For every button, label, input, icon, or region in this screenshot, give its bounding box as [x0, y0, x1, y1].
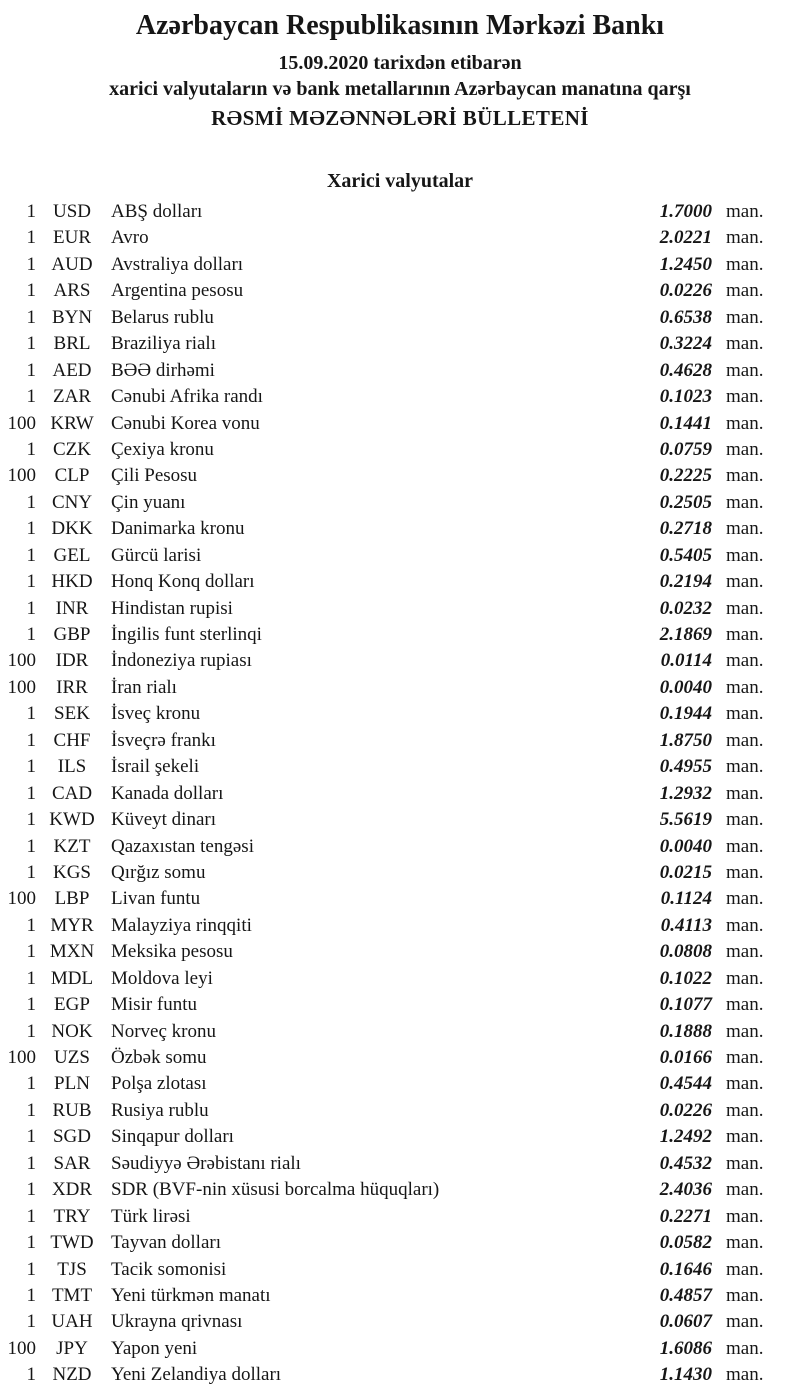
- rate-row: [0, 543, 800, 569]
- currency-name: Cənubi Korea vonu: [111, 412, 260, 434]
- rate-row: [0, 1257, 800, 1283]
- rate-row: [0, 1204, 800, 1230]
- manat-unit-label: man.: [726, 624, 764, 645]
- currency-code: JPY: [56, 1337, 88, 1359]
- rate-quantity: 100: [7, 1337, 36, 1359]
- manat-unit-label: man.: [726, 465, 764, 487]
- rate-quantity: 1: [26, 1073, 36, 1095]
- bank-title: Azərbaycan Respublikasının Mərkəzi Bankı: [135, 10, 665, 41]
- manat-unit-label: man.: [726, 650, 764, 672]
- currency-code: INR: [55, 597, 89, 619]
- manat-unit-label: man.: [726, 914, 764, 936]
- currency-code: DKK: [51, 518, 93, 540]
- manat-unit-label: man.: [726, 967, 764, 989]
- currency-code: KGS: [52, 861, 91, 883]
- currency-name: Rusiya rublu: [111, 1099, 209, 1121]
- rate-value: 1.2492: [659, 1126, 712, 1148]
- rate-value: 0.2718: [659, 518, 712, 540]
- currency-code: SGD: [52, 1126, 91, 1148]
- rate-quantity: 1: [26, 333, 36, 355]
- subject-line: xarici valyutaların və bank metallarının Azərbaycan manatına qarşı: [109, 78, 691, 100]
- manat-unit-label: man.: [726, 253, 764, 275]
- rate-quantity: 1: [26, 1364, 36, 1386]
- rate-quantity: 1: [26, 1284, 36, 1306]
- rate-quantity: 1: [26, 491, 36, 513]
- currency-code: NZD: [52, 1364, 92, 1386]
- manat-unit-label: man.: [726, 703, 764, 725]
- rate-quantity: 1: [26, 1179, 36, 1201]
- rate-quantity: 100: [7, 465, 36, 487]
- currency-code: SAR: [53, 1152, 91, 1174]
- currency-code: XDR: [51, 1179, 93, 1201]
- currency-name: Yeni türkmən manatı: [111, 1284, 271, 1306]
- currency-code: GEL: [53, 544, 91, 566]
- rate-value: 0.1888: [659, 1020, 712, 1042]
- rate-row: [0, 278, 800, 304]
- currency-code: ARS: [53, 280, 91, 302]
- rate-value: 0.4532: [659, 1152, 712, 1174]
- rate-value: 0.1441: [659, 412, 712, 434]
- currency-code: TJS: [57, 1258, 87, 1280]
- rate-value: 0.2505: [659, 491, 712, 513]
- manat-unit-label: man.: [726, 1364, 764, 1386]
- rate-row: [0, 1098, 800, 1124]
- manat-unit-label: man.: [726, 835, 764, 857]
- rate-quantity: 1: [26, 518, 36, 540]
- rate-value: 0.1023: [659, 386, 712, 408]
- rate-row: [0, 596, 800, 622]
- currency-code: HKD: [51, 571, 93, 593]
- manat-unit-label: man.: [726, 1258, 764, 1280]
- rate-row: [0, 834, 800, 860]
- rate-quantity: 1: [26, 782, 36, 804]
- currency-name: Gürcü larisi: [111, 544, 202, 566]
- currency-name: ABŞ dolları: [111, 201, 203, 222]
- currency-name: İsrail şekeli: [111, 756, 200, 778]
- rate-row: [0, 1177, 800, 1203]
- rate-value: 0.6538: [659, 306, 712, 328]
- manat-unit-label: man.: [726, 782, 764, 804]
- rate-quantity: 100: [7, 412, 36, 434]
- rate-quantity: 1: [26, 914, 36, 936]
- currency-name: İngilis funt sterlinqi: [111, 624, 262, 645]
- currency-name: Belarus rublu: [111, 306, 214, 328]
- currency-name: Tacik somonisi: [111, 1258, 227, 1280]
- rate-row: [0, 1071, 800, 1097]
- currency-name: İsveç kronu: [111, 703, 201, 725]
- rate-quantity: 1: [26, 809, 36, 831]
- currency-code: TRY: [53, 1205, 91, 1227]
- currency-name: Avstraliya dolları: [111, 253, 244, 275]
- manat-unit-label: man.: [726, 994, 764, 1016]
- rate-row: [0, 199, 800, 225]
- rate-quantity: 1: [26, 941, 36, 963]
- currency-name: Çin yuanı: [111, 491, 186, 513]
- manat-unit-label: man.: [726, 571, 764, 593]
- rate-row: [0, 1124, 800, 1150]
- manat-unit-label: man.: [726, 544, 764, 566]
- currency-name: Cənubi Afrika randı: [111, 386, 263, 408]
- rate-value: 0.0215: [659, 861, 712, 883]
- manat-unit-label: man.: [726, 1232, 764, 1254]
- rate-value: 0.0607: [659, 1311, 712, 1333]
- bulletin-title: RƏSMİ MƏZƏNNƏLƏRİ BÜLLETENİ: [211, 106, 589, 130]
- rate-value: 0.1022: [659, 967, 712, 989]
- currency-code: TMT: [51, 1284, 93, 1306]
- manat-unit-label: man.: [726, 1337, 764, 1359]
- manat-unit-label: man.: [726, 809, 764, 831]
- currency-name: Kanada dolları: [111, 782, 224, 804]
- currency-name: Meksika pesosu: [111, 941, 233, 963]
- currency-code: BYN: [51, 306, 93, 328]
- rate-quantity: 1: [26, 201, 36, 222]
- exchange-rates-table: [0, 199, 800, 1389]
- rate-value: 0.2271: [659, 1205, 712, 1227]
- currency-code: BRL: [53, 333, 91, 355]
- rate-row: [0, 225, 800, 251]
- currency-code: EUR: [53, 227, 91, 249]
- currency-code: EGP: [54, 994, 90, 1016]
- rate-value: 0.3224: [659, 333, 712, 355]
- manat-unit-label: man.: [726, 861, 764, 883]
- rate-value: 5.5619: [659, 809, 712, 831]
- currency-code: KWD: [49, 809, 95, 831]
- rate-value: 0.0166: [659, 1047, 712, 1068]
- rate-row: [0, 252, 800, 278]
- currency-code: CLP: [54, 465, 90, 487]
- manat-unit-label: man.: [726, 1126, 764, 1148]
- currency-name: İran rialı: [111, 676, 177, 698]
- currency-code: KRW: [50, 412, 94, 434]
- manat-unit-label: man.: [726, 1073, 764, 1095]
- rate-quantity: 1: [26, 1232, 36, 1254]
- currency-name: Avro: [111, 227, 149, 249]
- currency-name: Norveç kronu: [111, 1020, 216, 1042]
- rate-value: 2.0221: [659, 227, 712, 249]
- rate-value: 0.0114: [660, 650, 712, 672]
- rate-value: 0.0759: [659, 438, 712, 460]
- currency-name: Qırğız somu: [111, 861, 206, 883]
- rate-value: 0.0226: [659, 280, 712, 302]
- rate-quantity: 1: [26, 227, 36, 249]
- rate-row: [0, 1283, 800, 1309]
- rate-quantity: 1: [26, 306, 36, 328]
- currency-name: Argentina pesosu: [111, 280, 244, 302]
- currency-code: KZT: [53, 835, 91, 857]
- rate-row: [0, 569, 800, 595]
- rate-row: [0, 860, 800, 886]
- manat-unit-label: man.: [726, 201, 764, 222]
- rate-quantity: 1: [26, 359, 36, 381]
- currency-name: Özbək somu: [111, 1047, 207, 1068]
- rate-quantity: 1: [26, 280, 36, 302]
- currency-name: Yapon yeni: [111, 1337, 198, 1359]
- currency-name: Çexiya kronu: [111, 438, 214, 460]
- rate-value: 0.1646: [659, 1258, 712, 1280]
- currency-name: Malayziya rinqqiti: [111, 914, 252, 936]
- rate-value: 0.2194: [659, 571, 712, 593]
- rate-value: 0.1077: [659, 994, 712, 1016]
- manat-unit-label: man.: [726, 1152, 764, 1174]
- manat-unit-label: man.: [726, 1311, 764, 1333]
- currency-code: AUD: [51, 253, 93, 275]
- rate-value: 1.2450: [659, 253, 712, 275]
- rate-quantity: 1: [26, 994, 36, 1016]
- currency-name: Livan funtu: [111, 888, 201, 910]
- rate-quantity: 1: [26, 1311, 36, 1333]
- currency-name: İsveçrə frankı: [111, 729, 216, 751]
- rate-quantity: 1: [26, 703, 36, 725]
- currency-name: Honq Konq dolları: [111, 571, 255, 593]
- rate-value: 1.6086: [659, 1337, 712, 1359]
- rate-quantity: 1: [26, 253, 36, 275]
- rate-value: 0.0040: [659, 835, 712, 857]
- rate-value: 0.5405: [659, 544, 712, 566]
- rate-value: 0.4628: [659, 359, 712, 381]
- rate-row: [0, 886, 800, 912]
- currency-name: Danimarka kronu: [111, 518, 245, 540]
- rate-quantity: 1: [26, 1152, 36, 1174]
- rate-quantity: 1: [26, 386, 36, 408]
- manat-unit-label: man.: [726, 1179, 764, 1201]
- rate-value: 1.8750: [659, 729, 712, 751]
- rate-value: 1.7000: [659, 201, 712, 222]
- currency-name: Polşa zlotası: [111, 1073, 207, 1095]
- currency-code: MDL: [50, 967, 94, 989]
- rate-row: [0, 516, 800, 542]
- rate-value: 0.1124: [660, 888, 712, 910]
- rate-value: 2.1869: [659, 624, 712, 645]
- rate-quantity: 1: [26, 729, 36, 751]
- rate-row: [0, 675, 800, 701]
- rate-row: [0, 358, 800, 384]
- currency-name: BƏƏ dirhəmi: [111, 359, 215, 381]
- currency-code: NOK: [51, 1020, 93, 1042]
- rate-value: 0.4113: [660, 914, 712, 936]
- currency-name: Ukrayna qrivnası: [111, 1311, 243, 1333]
- rate-row: [0, 754, 800, 780]
- rate-quantity: 1: [26, 624, 36, 645]
- rate-row: [0, 807, 800, 833]
- manat-unit-label: man.: [726, 280, 764, 302]
- rate-row: [0, 1151, 800, 1177]
- currency-code: ILS: [57, 756, 87, 778]
- rate-quantity: 1: [26, 597, 36, 619]
- rate-quantity: 1: [26, 438, 36, 460]
- currency-code: TWD: [50, 1232, 94, 1254]
- rate-quantity: 1: [26, 571, 36, 593]
- rate-row: [0, 648, 800, 674]
- rate-row: [0, 1309, 800, 1335]
- manat-unit-label: man.: [726, 597, 764, 619]
- currency-name: Sinqapur dolları: [111, 1126, 234, 1148]
- rate-row: [0, 1362, 800, 1388]
- currency-code: SEK: [54, 703, 90, 725]
- currency-code: PLN: [54, 1073, 90, 1095]
- manat-unit-label: man.: [726, 1047, 764, 1068]
- manat-unit-label: man.: [726, 1205, 764, 1227]
- rate-row: [0, 913, 800, 939]
- currency-name: Yeni Zelandiya dolları: [111, 1364, 282, 1386]
- rate-quantity: 1: [26, 861, 36, 883]
- rate-row: [0, 305, 800, 331]
- currency-code: MXN: [49, 941, 95, 963]
- rate-row: [0, 1019, 800, 1045]
- rate-value: 0.0040: [659, 676, 712, 698]
- rate-quantity: 1: [26, 835, 36, 857]
- rate-value: 0.0808: [659, 941, 712, 963]
- currency-name: Küveyt dinarı: [111, 809, 217, 831]
- rate-row: [0, 1230, 800, 1256]
- manat-unit-label: man.: [726, 306, 764, 328]
- effective-date-line: 15.09.2020 tarixdən etibarən: [278, 52, 522, 74]
- currency-code: CZK: [53, 438, 91, 460]
- rate-row: [0, 463, 800, 489]
- rate-row: [0, 490, 800, 516]
- rate-value: 0.1944: [659, 703, 712, 725]
- currency-code: RUB: [52, 1099, 92, 1121]
- rate-row: [0, 966, 800, 992]
- manat-unit-label: man.: [726, 491, 764, 513]
- currency-code: CNY: [51, 491, 93, 513]
- manat-unit-label: man.: [726, 1099, 764, 1121]
- rate-value: 2.4036: [659, 1179, 712, 1201]
- rate-quantity: 1: [26, 1258, 36, 1280]
- manat-unit-label: man.: [726, 438, 764, 460]
- manat-unit-label: man.: [726, 227, 764, 249]
- manat-unit-label: man.: [726, 888, 764, 910]
- rate-value: 0.0232: [659, 597, 712, 619]
- currency-name: SDR (BVF-nin xüsusi borcalma hüquqları): [111, 1179, 440, 1201]
- rate-row: [0, 701, 800, 727]
- rate-value: 1.1430: [659, 1364, 712, 1386]
- rate-quantity: 100: [7, 650, 36, 672]
- currency-code: AED: [52, 359, 92, 381]
- currency-code: UZS: [54, 1047, 90, 1068]
- rate-quantity: 1: [26, 544, 36, 566]
- manat-unit-label: man.: [726, 386, 764, 408]
- section-title-foreign-currencies: Xarici valyutalar: [326, 170, 474, 192]
- manat-unit-label: man.: [726, 518, 764, 540]
- currency-name: Hindistan rupisi: [111, 597, 233, 619]
- rate-row: [0, 992, 800, 1018]
- currency-code: ZAR: [53, 386, 91, 408]
- rate-quantity: 100: [7, 888, 36, 910]
- rate-value: 0.0226: [659, 1099, 712, 1121]
- rate-quantity: 100: [7, 676, 36, 698]
- currency-name: Moldova leyi: [111, 967, 213, 989]
- rate-quantity: 1: [26, 1126, 36, 1148]
- manat-unit-label: man.: [726, 1284, 764, 1306]
- rate-row: [0, 437, 800, 463]
- rate-row: [0, 384, 800, 410]
- currency-name: Səudiyyə Ərəbistanı rialı: [111, 1152, 301, 1174]
- rate-row: [0, 1045, 800, 1071]
- currency-name: Qazaxıstan tengəsi: [111, 835, 254, 857]
- currency-name: İndoneziya rupiası: [111, 650, 252, 672]
- rate-quantity: 1: [26, 1099, 36, 1121]
- currency-name: Misir funtu: [111, 994, 198, 1016]
- rate-row: [0, 331, 800, 357]
- currency-code: MYR: [50, 914, 94, 936]
- rate-quantity: 1: [26, 756, 36, 778]
- currency-code: UAH: [51, 1311, 93, 1333]
- rate-row: [0, 411, 800, 437]
- currency-code: USD: [52, 201, 91, 222]
- manat-unit-label: man.: [726, 359, 764, 381]
- manat-unit-label: man.: [726, 1020, 764, 1042]
- currency-name: Tayvan dolları: [111, 1232, 221, 1254]
- rate-value: 1.2932: [659, 782, 712, 804]
- currency-name: Türk lirəsi: [111, 1205, 191, 1227]
- rate-row: [0, 622, 800, 648]
- rate-quantity: 1: [26, 1020, 36, 1042]
- manat-unit-label: man.: [726, 756, 764, 778]
- rate-value: 0.4857: [659, 1284, 712, 1306]
- manat-unit-label: man.: [726, 412, 764, 434]
- currency-name: Çili Pesosu: [111, 465, 198, 487]
- rate-value: 0.4544: [659, 1073, 712, 1095]
- rate-value: 0.0582: [659, 1232, 712, 1254]
- rate-quantity: 1: [26, 1205, 36, 1227]
- currency-code: CHF: [53, 729, 91, 751]
- rate-row: [0, 781, 800, 807]
- rate-row: [0, 728, 800, 754]
- manat-unit-label: man.: [726, 676, 764, 698]
- rate-quantity: 100: [7, 1047, 36, 1068]
- currency-code: GBP: [53, 624, 91, 645]
- currency-code: IDR: [55, 650, 89, 672]
- manat-unit-label: man.: [726, 333, 764, 355]
- manat-unit-label: man.: [726, 941, 764, 963]
- currency-name: Braziliya rialı: [111, 333, 216, 355]
- rate-row: [0, 939, 800, 965]
- currency-code: IRR: [56, 676, 88, 698]
- rate-value: 0.4955: [659, 756, 712, 778]
- rate-value: 0.2225: [659, 465, 712, 487]
- currency-code: CAD: [51, 782, 93, 804]
- rate-quantity: 1: [26, 967, 36, 989]
- manat-unit-label: man.: [726, 729, 764, 751]
- rate-row: [0, 1336, 800, 1362]
- currency-code: LBP: [54, 888, 90, 910]
